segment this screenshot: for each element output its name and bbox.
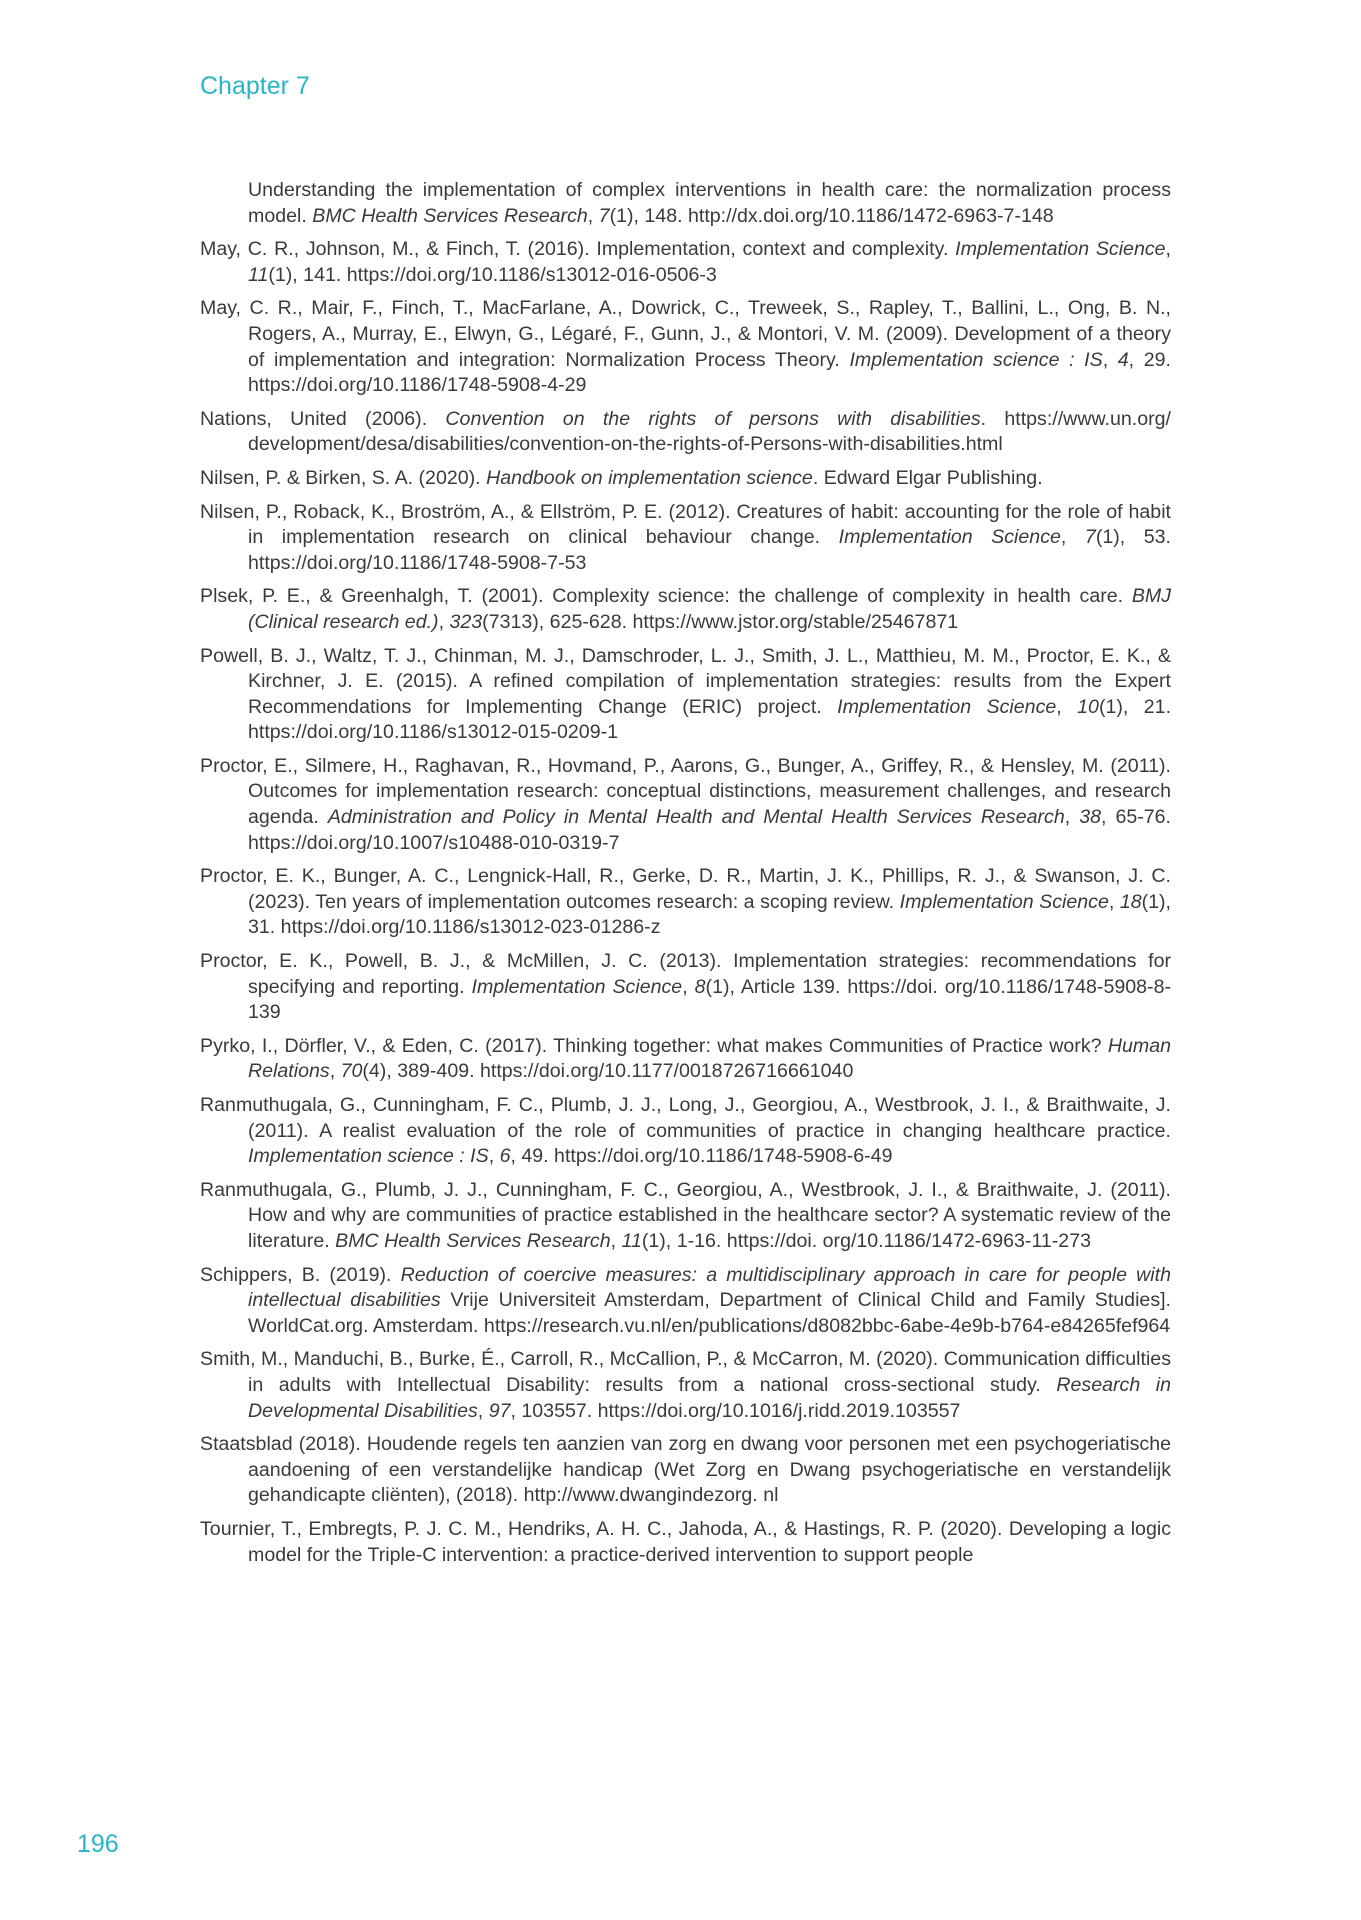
reference-italic-text: 38 — [1079, 806, 1101, 829]
reference-text: (1), 31. https://doi.org/10.1186/s13012-023-01286-z — [248, 890, 1171, 939]
reference-italic-text: BMJ (Clinical research ed.) — [248, 585, 1171, 633]
reference-entry — [200, 466, 1171, 492]
reference-text: Plsek, P. E., & Greenhalgh, T. (2001). Complexity science: the challenge of complexity in health care. — [200, 585, 1132, 608]
reference-italic-text: 10 — [1077, 695, 1099, 718]
reference-list — [200, 178, 1171, 1576]
reference-entry — [200, 644, 1171, 746]
reference-italic-text: Implementation science : IS — [248, 1145, 489, 1168]
reference-text: , 29. https://doi.org/10.1186/1748-5908-4-29 — [248, 348, 1171, 397]
reference-text: , — [682, 975, 695, 998]
reference-text: (1), 148. http://dx.doi.org/10.1186/1472-6963-7-148 — [609, 204, 1054, 227]
reference-italic-text: Convention on the rights of persons with disabilities — [445, 407, 981, 430]
reference-text: , — [587, 204, 599, 227]
reference-text: Proctor, E., Silmere, H., Raghavan, R., Hovmand, P., Aarons, G., Bunger, A., Griffey, R., & Hensley, M. (2011). Outcomes for implementation research: conceptual distinctions, measurement challenges, and research agenda. — [200, 754, 1171, 829]
reference-text: Vrije Universiteit Amsterdam, Department of Clinical Child and Family Studies]. WorldCat.org. Amsterdam. https://research.vu.nl/en/publications/d8082bbc-6abe-4e9b-b764-e84265fef964 — [248, 1289, 1171, 1337]
reference-italic-text: Implementation Science — [837, 695, 1057, 718]
reference-text: , 65-76. https://doi.org/10.1007/s10488-010-0319-7 — [248, 806, 1171, 854]
reference-italic-text: Research in Developmental Disabilities — [248, 1373, 1171, 1422]
reference-italic-text: 11 — [621, 1229, 642, 1252]
reference-italic-text: 4 — [1117, 348, 1129, 371]
reference-text: , — [1108, 890, 1120, 913]
reference-text: , — [488, 1145, 500, 1168]
reference-text: (4), 389-409. https://doi.org/10.1177/0018726716661040 — [362, 1060, 854, 1083]
reference-italic-text: Implementation Science — [471, 975, 683, 998]
reference-text: Schippers, B. (2019). — [200, 1263, 401, 1286]
reference-text: Proctor, E. K., Bunger, A. C., Lengnick-Hall, R., Gerke, D. R., Martin, J. K., Phillips, R. J., & Swanson, J. C. (2023). Ten years of implementation outcomes research: a scoping review. — [200, 865, 1171, 913]
reference-entry — [200, 407, 1171, 458]
reference-text: , 49. https://doi.org/10.1186/1748-5908-6-49 — [510, 1145, 893, 1168]
reference-italic-text: 70 — [340, 1060, 363, 1083]
reference-italic-text: 18 — [1119, 890, 1142, 913]
reference-entry — [200, 1517, 1171, 1568]
reference-text: Powell, B. J., Waltz, T. J., Chinman, M. J., Damschroder, L. J., Smith, J. L., Matthieu, M. M., Proctor, E. K., & Kirchner, J. E. (2015). A refined compilation of implementation strategies: results from the Expert Recommendations for Implementing Change (ERIC) project. — [200, 644, 1171, 718]
chapter-header: Chapter 7 — [200, 72, 310, 100]
reference-italic-text: Reduction of coercive measures: a multidisciplinary approach in care for people with intellectual disabilities — [248, 1263, 1172, 1312]
reference-text: (1), Article 139. https://doi. org/10.1186/1748-5908-8-139 — [248, 975, 1171, 1024]
reference-text: Understanding the implementation of complex interventions in health care: the normalization process model. — [248, 179, 1171, 227]
reference-entry — [200, 1093, 1171, 1170]
reference-italic-text: 11 — [248, 263, 269, 286]
reference-italic-text: 7 — [1084, 526, 1096, 549]
reference-text: Nilsen, P., Roback, K., Broström, A., & Ellström, P. E. (2012). Creatures of habit: accounting for the role of habit in implementation research on clinical behaviour change. — [200, 500, 1171, 549]
reference-text: Ranmuthugala, G., Plumb, J. J., Cunningham, F. C., Georgiou, A., Westbrook, J. I., & Braithwaite, J. (2011). How and why are communities of practice established in the healthcare sector? A systematic review of the literature. — [200, 1178, 1171, 1252]
reference-italic-text: Implementation science : IS — [849, 348, 1103, 371]
reference-italic-text: BMC Health Services Research — [312, 204, 588, 227]
reference-text: , 103557. https://doi.org/10.1016/j.ridd.2019.103557 — [510, 1399, 961, 1422]
reference-text: Pyrko, I., Dörfler, V., & Eden, C. (2017). Thinking together: what makes Communities of Practice work? — [200, 1034, 1108, 1057]
reference-italic-text: 323 — [449, 610, 483, 633]
reference-entry — [200, 296, 1171, 398]
reference-text: , — [329, 1060, 341, 1083]
reference-entry — [200, 500, 1171, 577]
reference-text: May, C. R., Johnson, M., & Finch, T. (2016). Implementation, context and complexity. — [200, 238, 956, 261]
reference-text: May, C. R., Mair, F., Finch, T., MacFarlane, A., Dowrick, C., Treweek, S., Rapley, T., Ballini, L., Ong, B. N., Rogers, A., Murray, E., Elwyn, G., Légaré, F., Gunn, J., & Montori, V. M. (2009). Development of a theory of implementation and integration: Normalization Process Theory. — [200, 297, 1171, 371]
reference-text: , — [1060, 526, 1085, 549]
reference-entry — [200, 237, 1171, 288]
reference-text: Tournier, T., Embregts, P. J. C. M., Hendriks, A. H. C., Jahoda, A., & Hastings, R. P. (2020). Developing a logic model for the Triple-C intervention: a practice-derived intervention to support people — [200, 1517, 1171, 1566]
reference-italic-text: BMC Health Services Research — [335, 1229, 611, 1252]
reference-text: (7313), 625-628. https://www.jstor.org/stable/25467871 — [482, 610, 959, 633]
reference-text: . Edward Elgar Publishing. — [812, 466, 1043, 489]
reference-text: Nations, United (2006). — [200, 407, 446, 430]
reference-italic-text: 97 — [488, 1399, 511, 1422]
reference-italic-text: Implementation Science — [955, 238, 1166, 261]
reference-text: , — [477, 1399, 489, 1422]
reference-text: , — [1064, 806, 1080, 829]
reference-italic-text: 6 — [499, 1145, 511, 1168]
reference-text: , — [610, 1229, 622, 1252]
reference-entry — [200, 1263, 1171, 1340]
reference-entry — [200, 178, 1171, 229]
reference-entry — [200, 754, 1171, 856]
reference-italic-text: Human Relations — [248, 1034, 1171, 1083]
reference-text: , — [1165, 238, 1171, 261]
reference-text: (1), 141. https://doi.org/10.1186/s13012-016-0506-3 — [268, 263, 717, 286]
reference-entry — [200, 1178, 1171, 1255]
reference-text: Staatsblad (2018). Houdende regels ten aanzien van zorg en dwang voor personen met een psychogeriatische aandoening of een verstandelijke handicap (Wet Zorg en Dwang psychogeriatische en verstandelijk gehandicapte cliënten), (2018). http://www.dwangindezorg. nl — [200, 1433, 1171, 1507]
reference-text: (1), 53. https://doi.org/10.1186/1748-5908-7-53 — [248, 526, 1172, 574]
reference-text: , — [1102, 348, 1118, 371]
reference-text: (1), 21. https://doi.org/10.1186/s13012-015-0209-1 — [248, 695, 1172, 744]
reference-italic-text: Administration and Policy in Mental Health and Mental Health Services Research — [327, 806, 1065, 829]
reference-italic-text: Implementation Science — [899, 890, 1109, 913]
reference-entry — [200, 864, 1171, 941]
reference-entry — [200, 584, 1171, 635]
reference-italic-text: 7 — [598, 204, 610, 227]
reference-entry — [200, 1432, 1171, 1509]
reference-italic-text: Implementation Science — [838, 526, 1061, 549]
reference-text: Nilsen, P. & Birken, S. A. (2020). — [200, 466, 487, 489]
reference-entry — [200, 1034, 1171, 1085]
reference-text: Ranmuthugala, G., Cunningham, F. C., Plumb, J. J., Long, J., Georgiou, A., Westbrook, J. I., & Braithwaite, J. (2011). A realist evaluation of the role of communities of practice in changing healthcare practice. — [200, 1094, 1171, 1142]
reference-text: Smith, M., Manduchi, B., Burke, É., Carroll, R., McCallion, P., & McCarron, M. (2020). Communication difficulties in adults with Intellectual Disability: results from a national cross-sectional study. — [200, 1348, 1171, 1396]
reference-entry — [200, 1347, 1171, 1424]
reference-text: , — [438, 610, 450, 633]
page-number: 196 — [77, 1830, 119, 1858]
reference-text: Proctor, E. K., Powell, B. J., & McMillen, J. C. (2013). Implementation strategies: recommendations for specifying and reporting. — [200, 950, 1171, 998]
reference-italic-text: 8 — [694, 975, 706, 998]
reference-text: (1), 1-16. https://doi. org/10.1186/1472-6963-11-273 — [641, 1229, 1092, 1252]
reference-italic-text: Handbook on implementation science — [486, 466, 813, 489]
reference-text: . https://www.un.org/ development/desa/disabilities/convention-on-the-rights-of-Persons-with-disabilities.html — [248, 407, 1171, 456]
reference-text: , — [1056, 695, 1078, 718]
reference-entry — [200, 949, 1171, 1026]
